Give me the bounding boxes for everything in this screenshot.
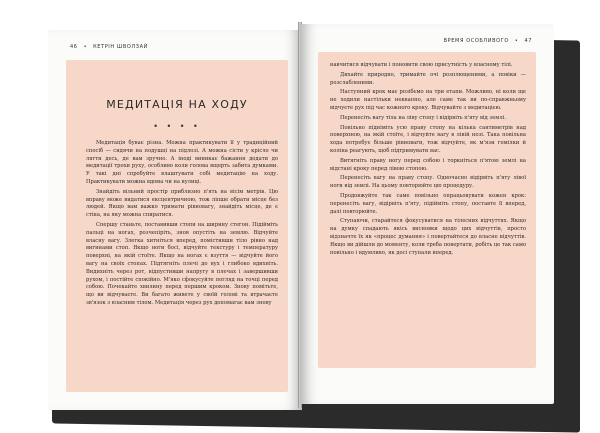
paragraph: Наступний крок має розібємо на три етапи. Можливо, ні коли ще не ходили настільки неквапно, але саме так ви по-справжньому відчуєте рух під час кожного кроку. Відчувайте з медитацією. [330, 89, 526, 111]
left-page-header [70, 44, 148, 50]
paragraph: Ступаючи, старайтеся фокусуватися на тілесних відчуттях. Якщо на думку спадають якісь висновки щодо цих відчуттів, просто відзначте їх як «процес думання» і повертайтеся до власне відчуттів. Якщо ви дійшли до моменту, коли треба повертати, робіть це так само повільно і вдумливо, як досі ступали вперед. [330, 218, 526, 256]
paragraph: Дихайте природно, тримайте очі розплющеними, а повіки — розслабленими. [330, 71, 526, 86]
author-name: КЕТРІН ШВОЛЗАЙ [93, 44, 148, 50]
title-ornament: • • • • [153, 122, 201, 131]
paragraph: Повільно підніміть усю праву стопу на кілька сантиметрів над поверхнею, на якій стоїте, і відчуйте вагу в лівій нозі. Така повільна хода потребує більше рівноваги, тож відчуйте, як м'язи гомілки й коліна реагують, щоб підтримувати вас. [330, 124, 526, 154]
header-separator: • [514, 38, 519, 44]
right-page-header [444, 38, 532, 44]
paragraph: Знайдіть вільний простір приблизно п'ять на вісім метрів. Цю вправу може видатися ексцентричною, тож ліпше обрати місце без людей. Якщо вам важко тримати рівновагу, знайдіть місце, де є стіна, на яку можна спиратися. [86, 188, 278, 219]
paragraph: Перенесіть вагу тіла на ліву стопу і відірвіть п'яту від землі. [340, 114, 506, 121]
paragraph: Перенесіть вагу на праву стопу. Одночасно відірвіть п'яту лівої ноги від землі. На цьому повторюйте цю процедуру. [330, 175, 526, 190]
paragraph: навчитися відчувати і поновити свою присутність у власному тілі. [330, 62, 513, 68]
left-page-body [86, 140, 278, 310]
header-separator: • [83, 44, 88, 50]
right-page [300, 24, 554, 404]
paragraph: Продовжуйте так саме повільно опрацьовувати кожен крок: перенесіть вагу, відірвіть п'яту, підійміть стопу, поставте її вперед, далі повторюйте. [330, 192, 526, 215]
right-page-number: 47 [524, 38, 532, 44]
running-title: ВРЕМЯ ОСОБЛИВОГО [443, 38, 509, 44]
paragraph: Медитація буває різна. Можна практикувати її у традиційний спосіб — сидячи на подушці на підлозі. А можна сісти у крісло чи лягти десь, де вам зручно. А іноді виникає бажання додати до медитації трохи руху, особливо коли голова вщерть забита думками. У такі дні спробуйте влаштувати собі медитацію на ходу. Практикувати можна вдома чи на вулиці. [86, 140, 278, 185]
right-page-body [330, 62, 526, 259]
paragraph: Витягніть праву ногу перед собою і торкніться п'ятою землі на відстані кроку перед лівою стопою. [330, 157, 526, 172]
chapter-title: МЕДИТАЦІЯ НА ХОДУ [106, 98, 248, 111]
paragraph: Спершу станьте, поставивши стопи на ширину стегон. Підійміть пальці на ногах, розчепіріть, знов опустіть на землю. Відчуйте власну вагу. Злегка хитніться вперед, помістивши тіло рівно над вигинами стоп. Якщо ноги босі, відчуйте текстуру і температуру поверхні, на якій стоїте. Якщо на ногах є взуття — відчуйте його вагу на своїх стопах. Підтягніть плечі до вух і глибоко вдихніть. Видихніть через рот, відпустивши напругу в плечах і завершивши рухом, і постійте спокійно. М'яко сфокусуйте погляд на точці перед собою. Почекайте хвилину перед першим кроком. Знову помітьте, що ви відчуваєте. Ви багато живете у своїй голові та втрачаєте зв'язок з власним тілом. Медитація через рух допомагає вам знову [86, 221, 278, 306]
left-page-number: 46 [70, 44, 78, 50]
left-page [48, 30, 302, 410]
